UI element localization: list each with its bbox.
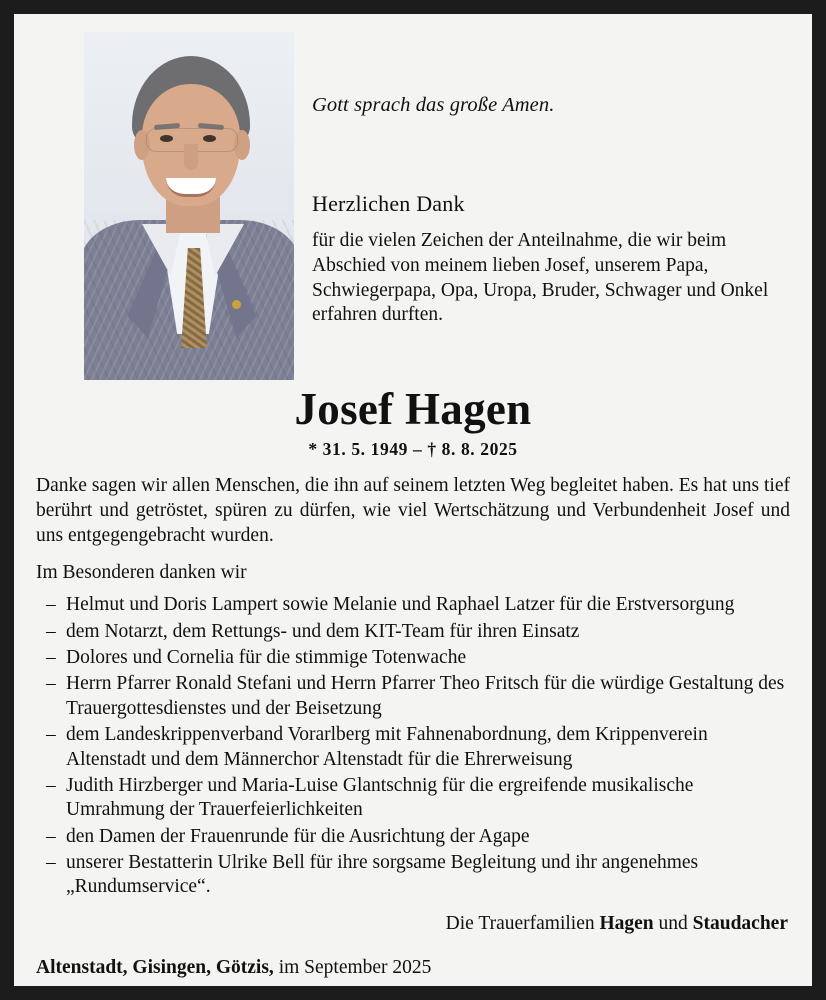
motto-text: Gott sprach das große Amen. <box>312 94 555 116</box>
list-item-text: Helmut und Doris Lampert sowie Melanie und Raphael Latzer für die Erstversorgung <box>66 594 735 616</box>
main-paragraph: Danke sagen wir allen Menschen, die ihn auf seinem letzten Weg begleitet haben. Es hat uns tief berührt und getröstet, spüren zu dürfen, wie viel Wertschätzung und Verbundenheit Josef und uns entgegengebracht wurden. <box>36 475 790 546</box>
notice-inner <box>14 14 812 986</box>
list-dash: – <box>46 852 56 873</box>
footer-date: im September 2025 <box>273 957 432 978</box>
portrait-eye-left <box>160 135 173 142</box>
list-item-text: Herrn Pfarrer Ronald Stefani und Herrn Pfarrer Theo Fritsch für die würdige Gestaltung des Trauergottesdienstes und der Beisetzung <box>66 673 785 719</box>
portrait-eye-right <box>203 135 216 142</box>
families-prefix: Die Trauerfamilien <box>445 912 600 934</box>
deceased-dates: * 31. 5. 1949 – † 8. 8. 2025 <box>308 439 518 460</box>
list-dash: – <box>46 594 56 616</box>
thanks-body: für die vielen Zeichen der Anteilnahme, die wir beim Abschied von meinem lieben Josef, unserem Papa, Schwiegerpapa, Opa, Uropa, Bruder, Schwager und Onkel erfahren durften. <box>312 230 769 326</box>
portrait-lapel-pin <box>232 300 241 309</box>
list-item <box>44 672 790 721</box>
thanks-list <box>36 593 790 900</box>
list-item <box>44 646 790 670</box>
family-name-1: Hagen <box>599 912 654 934</box>
list-item <box>44 620 790 644</box>
family-name-2: Staudacher <box>692 912 788 934</box>
footer-places: Altenstadt, Gisingen, Götzis, <box>36 957 274 978</box>
top-section <box>36 32 790 380</box>
list-dash: – <box>46 647 56 668</box>
list-dash: – <box>46 825 56 847</box>
deceased-name: Josef Hagen <box>294 384 532 434</box>
list-dash: – <box>46 774 56 796</box>
list-item-text: Judith Hirzberger und Maria-Luise Glantschnig für die ergreifende musikalische Umrahmung der Trauerfeierlichkeiten <box>66 774 694 821</box>
list-item <box>44 723 790 772</box>
list-intro: Im Besonderen danken wir <box>36 561 247 583</box>
list-dash: – <box>46 724 56 746</box>
list-item <box>44 825 790 849</box>
list-item <box>44 851 790 900</box>
list-dash: – <box>46 673 56 695</box>
portrait-nose <box>184 144 198 170</box>
families-conjunction: und <box>653 912 693 934</box>
body-text <box>36 474 790 981</box>
list-item <box>44 774 790 823</box>
portrait-container <box>36 32 294 380</box>
list-dash: – <box>46 620 56 642</box>
list-item-text: den Damen der Frauenrunde für die Ausrichtung der Agape <box>66 825 530 847</box>
name-block <box>36 386 790 460</box>
list-item-text: dem Notarzt, dem Rettungs- und dem KIT-Team für ihren Einsatz <box>66 620 580 642</box>
top-text-column <box>294 32 790 328</box>
list-item-text: Dolores und Cornelia für die stimmige Totenwache <box>66 647 467 668</box>
list-item-text: dem Landeskrippenverband Vorarlberg mit Fahnenabordnung, dem Krippenverein Altenstadt und dem Männerchor Altenstadt für die Ehrerweisung <box>66 724 708 770</box>
footer-line <box>36 956 790 981</box>
portrait-photo <box>84 32 294 380</box>
mourning-families <box>36 912 790 937</box>
thanks-heading: Herzlichen Dank <box>312 191 465 216</box>
list-item-text: unserer Bestatterin Ulrike Bell für ihre sorgsame Begleitung und ihr angenehmes „Rundumservice“. <box>66 852 699 898</box>
list-item <box>44 593 790 617</box>
